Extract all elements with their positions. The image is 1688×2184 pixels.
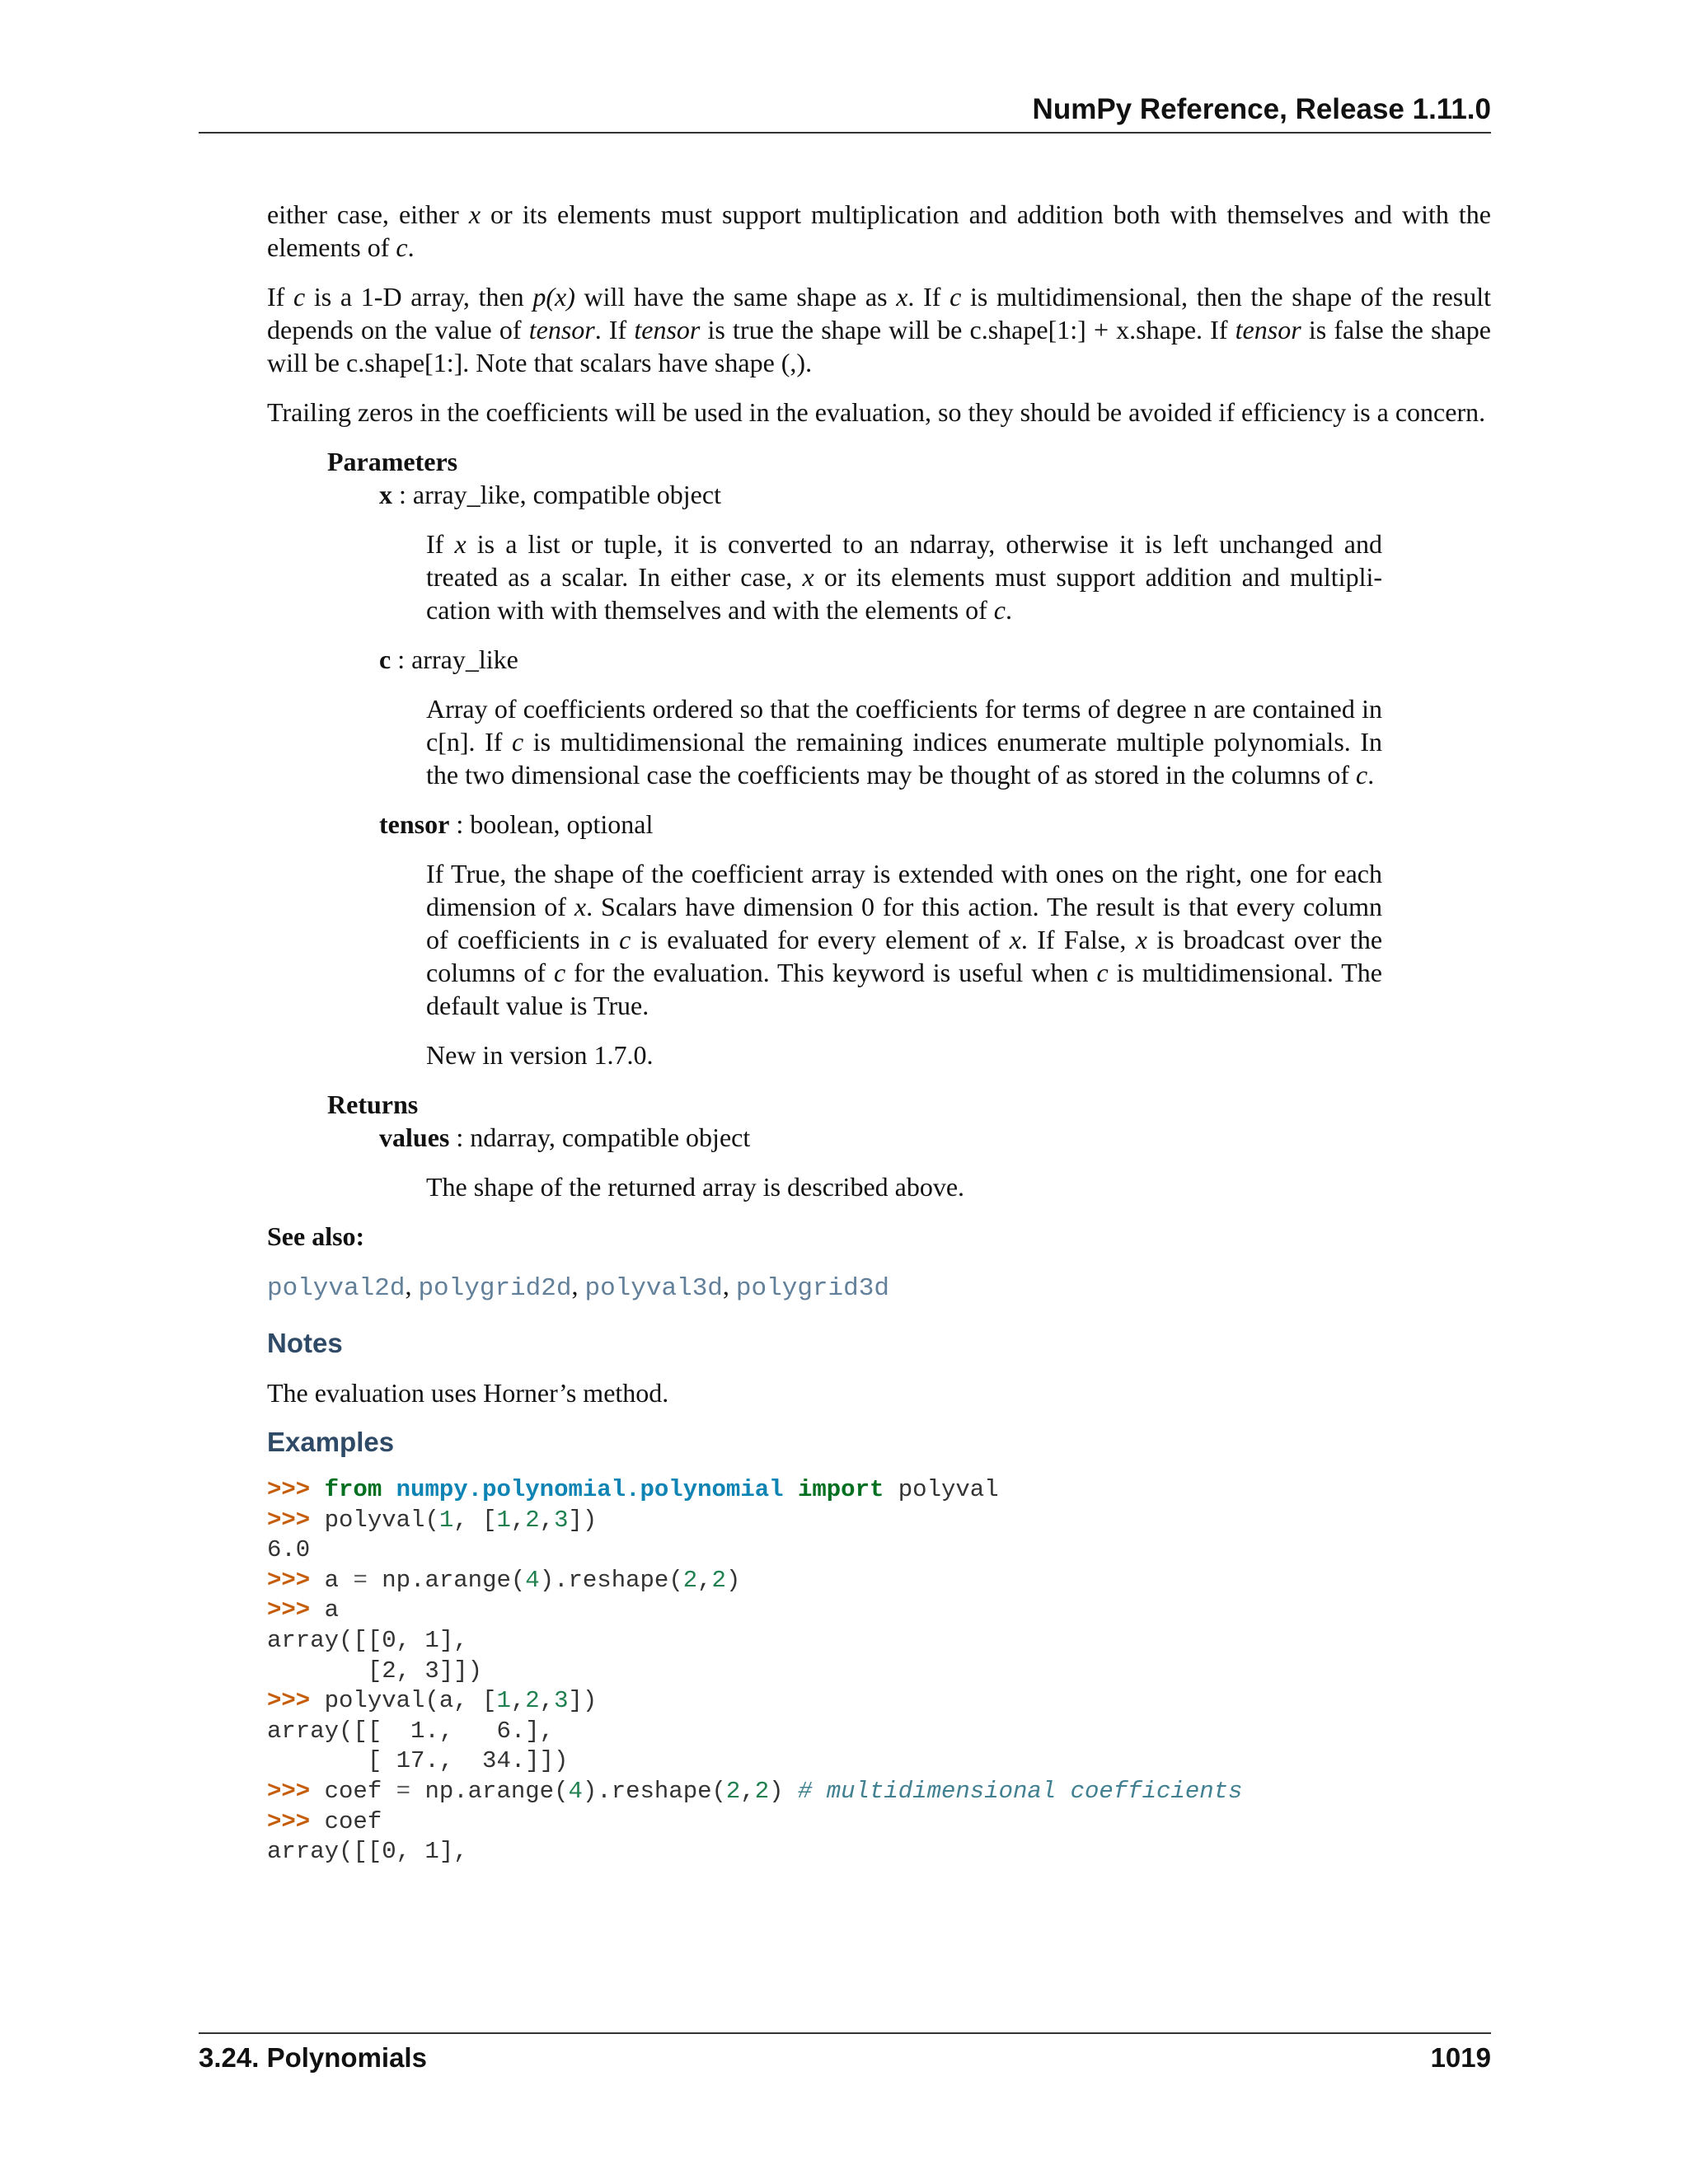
- param-c-description: Array of coefficients ordered so that the coefficients for terms of degree n are contained in c[n]. If c is multidimensional the remaining indices enumerate multiple polynomials. In the two dimensional case the coefficients may be thought of as stored in the columns of c.: [426, 694, 1383, 790]
- code-output-line: 6.0: [267, 1536, 311, 1564]
- param-c-header: c : array_like: [379, 644, 518, 674]
- examples-heading: Examples: [267, 1427, 395, 1457]
- parameters-section: [327, 445, 1491, 1203]
- code-line: >>> a: [267, 1596, 340, 1624]
- page-number: 1019: [1430, 2042, 1491, 2073]
- page-header: [199, 87, 1491, 134]
- code-output-line: array([[ 1., 6.],: [267, 1717, 555, 1745]
- code-line: >>> from numpy.polynomial.polynomial import polyval: [267, 1476, 999, 1503]
- code-line: >>> coef: [267, 1807, 382, 1835]
- code-output-line: array([[0, 1],: [267, 1838, 468, 1866]
- returns-label: Returns: [327, 1090, 419, 1119]
- link-polyval3d[interactable]: polyval3d: [584, 1274, 723, 1303]
- param-tensor-header: tensor : boolean, optional: [379, 809, 654, 839]
- intro-paragraph-1: either case, either x or its elements must support multiplication and addition both with themselves and with the elements of c.: [267, 199, 1492, 262]
- intro-paragraph-2: If c is a 1-D array, then p(x) will have the same shape as x. If c is multidimensional, then the shape of the result depends on the value of tensor. If tensor is true the shape will be c.shape[1:] + x.shape. If tensor is false the shape will be c.shape[1:]. Note that scalars have shape (,).: [267, 282, 1492, 377]
- page-content: [267, 198, 1491, 1868]
- code-line: >>> a = np.arange(4).reshape(2,2): [267, 1566, 741, 1594]
- code-line: >>> polyval(1, [1,2,3]): [267, 1506, 598, 1534]
- code-output-line: [ 17., 34.]]): [267, 1747, 569, 1775]
- link-polygrid2d[interactable]: polygrid2d: [418, 1274, 572, 1303]
- link-polyval2d[interactable]: polyval2d: [267, 1274, 406, 1303]
- parameters-label: Parameters: [327, 447, 458, 476]
- intro-paragraph-3: Trailing zeros in the coefficients will be used in the evaluation, so they should be avoided if efficiency is a concern.: [267, 397, 1486, 427]
- code-line: >>> coef = np.arange(4).reshape(2,2) # multidimensional coefficients: [267, 1777, 1243, 1805]
- code-example: [267, 1475, 1491, 1868]
- return-values-header: values : ndarray, compatible object: [379, 1122, 751, 1152]
- link-polygrid3d[interactable]: polygrid3d: [735, 1274, 889, 1303]
- return-values-description: The shape of the returned array is described above.: [426, 1172, 965, 1202]
- code-output-line: array([[0, 1],: [267, 1626, 468, 1654]
- notes-text: The evaluation uses Horner’s method.: [267, 1378, 669, 1408]
- page-footer: [199, 2032, 1491, 2082]
- param-x-description: If x is a list or tuple, it is converted to an ndarray, otherwise it is left unchanged and treated as a scalar. In either case, x or its elements must support addition and multipli-cation with with themselves and with the elements of c.: [426, 529, 1383, 625]
- see-also-links: polyval2d, polygrid2d, polyval3d, polygrid3d: [267, 1271, 889, 1303]
- footer-section-title: 3.24. Polynomials: [199, 2042, 427, 2073]
- notes-heading: Notes: [267, 1328, 343, 1358]
- document-title: NumPy Reference, Release 1.11.0: [1032, 93, 1491, 125]
- see-also-label: See also:: [267, 1221, 365, 1251]
- tensor-version-note: New in version 1.7.0.: [426, 1040, 654, 1070]
- code-output-line: [2, 3]]): [267, 1657, 483, 1685]
- param-x-header: x : array_like, compatible object: [379, 480, 721, 509]
- code-line: >>> polyval(a, [1,2,3]): [267, 1687, 598, 1715]
- param-tensor-description: If True, the shape of the coefficient array is extended with ones on the right, one for each dimension of x. Scalars have dimension 0 for this action. The result is that every column of coefficients in c is evaluated for every element of x. If False, x is broadcast over the columns of c for the evaluation. This keyword is useful when c is multidimensional. The default value is True.: [426, 859, 1383, 1020]
